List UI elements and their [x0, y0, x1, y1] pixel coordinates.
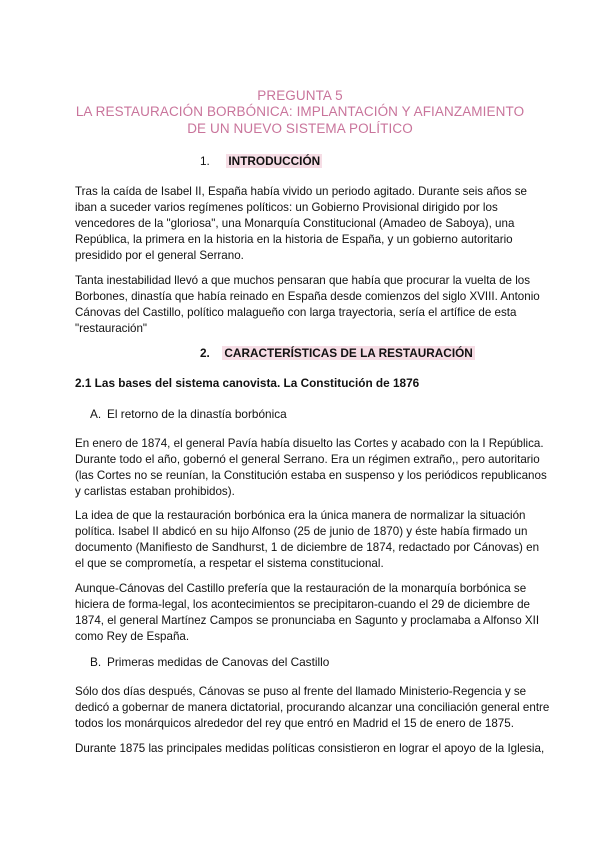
paragraph-line: Tras la caída de Isabel II, España había vivido un periodo agitado. Durante seis años se: [75, 185, 528, 198]
paragraph-line: iban a suceder varios regímenes políticos: un Gobierno Provisional dirigido por los: [75, 201, 498, 214]
section-2-number: 2.: [200, 346, 210, 360]
paragraph-line: La idea de que la restauración borbónica era la única manera de normalizar la situación: [75, 509, 526, 522]
paragraph-line: presidido por el general Serrano.: [75, 249, 244, 262]
paragraph-body-4: [75, 684, 550, 732]
doc-title-line-1: LA RESTAURACIÓN BORBÓNICA: IMPLANTACIÓN Y AFIANZAMIENTO: [75, 104, 525, 119]
paragraph-line: Tanta inestabilidad llevó a que muchos pensaran que había que procurar la vuelta de los: [75, 274, 531, 287]
paragraph-line: 1874, el general Martínez Campos se pronunciaba en Sagunto y proclamaba a Alfonso XII: [75, 614, 540, 627]
paragraph-intro-2: [75, 273, 540, 337]
item-a-heading: [90, 406, 287, 422]
section-2-heading: [200, 345, 475, 361]
paragraph-body-5: [75, 741, 545, 757]
paragraph-line: (las Cortes no se reunían, la Constitución estaba en suspenso y los periódicos republicanos: [75, 469, 547, 482]
item-b-label: Primeras medidas de Canovas del Castillo: [107, 655, 330, 669]
paragraph-line: Sólo dos días después, Cánovas se puso al frente del llamado Ministerio-Regencia y se: [75, 685, 527, 698]
doc-title-question: PREGUNTA 5: [257, 88, 343, 103]
section-1-heading: [200, 153, 322, 169]
paragraph-line: el que se comprometía, a respetar el sistema constitucional.: [75, 557, 384, 570]
paragraph-intro-1: [75, 184, 535, 264]
paragraph-line: dedicó a gobernar de manera dictatorial, procurando alcanzar una conciliación general entre: [75, 701, 550, 714]
item-a-label: El retorno de la dinastía borbónica: [107, 407, 287, 421]
item-b-marker: B.: [90, 655, 102, 669]
paragraph-body-2: [75, 508, 540, 572]
paragraph-line: Cánovas del Castillo, político malagueño con larga trayectoria, sería el artífice de esta: [75, 306, 517, 319]
paragraph-body-1: [75, 436, 547, 500]
paragraph-line: todos los monárquicos alrededor del rey que entró en Madrid el 15 de enero de 1875.: [75, 717, 514, 730]
item-a-marker: A.: [90, 407, 102, 421]
subsection-2-1-heading: 2.1 Las bases del sistema canovista. La Constitución de 1876: [75, 376, 420, 390]
paragraph-line: política. Isabel II abdicó en su hijo Alfonso (25 de junio de 1870) y éste había firmado un: [75, 525, 528, 538]
paragraph-line: En enero de 1874, el general Pavía había disuelto las Cortes y acabado con la I República.: [75, 437, 544, 450]
paragraph-line: y carlistas estaban prohibidos).: [75, 485, 235, 498]
paragraph-line: como Rey de España.: [75, 630, 190, 643]
paragraph-line: documento (Manifiesto de Sandhurst, 1 de diciembre de 1874, redactado por Cánovas) en: [75, 541, 540, 554]
section-2-label: CARACTERÍSTICAS DE LA RESTAURACIÓN: [224, 346, 473, 360]
paragraph-line: Durante 1875 las principales medidas políticas consistieron en lograr el apoyo de la Iglesia,: [75, 742, 545, 755]
paragraph-body-3: [75, 581, 540, 645]
item-b-heading: [90, 654, 329, 670]
paragraph-line: "restauración": [75, 322, 148, 335]
doc-title-line-2: DE UN NUEVO SISTEMA POLÍTICO: [187, 121, 413, 136]
paragraph-line: Durante todo el año, gobernó el general Serrano. Era un régimen extraño,, pero autoritario: [75, 453, 540, 466]
paragraph-line: hiciera de forma-legal, los acontecimientos se precipitaron-cuando el 29 de diciembre de: [75, 598, 530, 611]
section-1-number: 1.: [200, 154, 210, 168]
paragraph-line: vencedores de la "gloriosa", una Monarquía Constitucional (Amadeo de Saboya), una: [75, 217, 515, 230]
paragraph-line: Aunque-Cánovas del Castillo prefería que la restauración de la monarquía borbónica se: [75, 582, 527, 595]
paragraph-line: Borbones, dinastía que había reinado en España desde comienzos del siglo XVIII. Antonio: [75, 290, 540, 303]
paragraph-line: República, la primera en la historia en la historia de España, y un gobierno autoritario: [75, 233, 513, 246]
section-1-label: INTRODUCCIÓN: [228, 154, 321, 168]
